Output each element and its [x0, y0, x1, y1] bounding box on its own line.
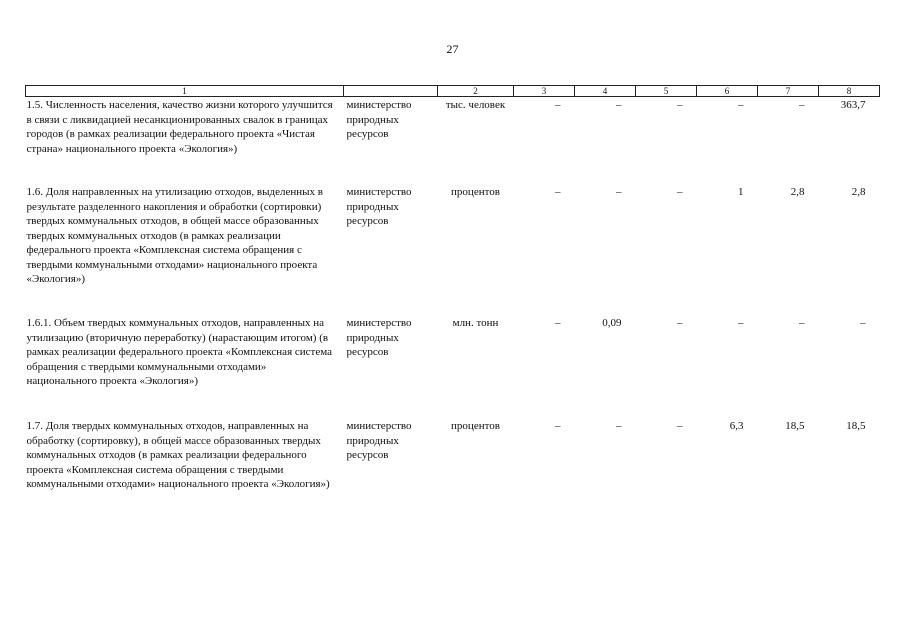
column-header: 1 — [26, 86, 344, 97]
value-cell: – — [555, 99, 561, 111]
value-cell: – — [555, 420, 561, 432]
unit-of-measure: млн. тонн — [452, 317, 499, 329]
value-cell: 2,8 — [851, 186, 866, 198]
value-cell: 6,3 — [729, 420, 744, 432]
responsible-ministry: министерство природных ресурсов — [346, 99, 412, 140]
value-cell: 363,7 — [840, 99, 866, 111]
column-header: 3 — [514, 86, 575, 97]
value-cell: 2,8 — [790, 186, 805, 198]
responsible-ministry: министерство природных ресурсов — [346, 420, 412, 461]
indicator-name: 1.6. Доля направленных на утилизацию отходов, выделенных в результате разделенного накопления и обработки (сортировки) твердых коммунальных отходов, в общей массе образованных твердых коммунальных отходов (в рамках реализации федерального проекта «Комплексная система обращения с твердыми коммунальными отходами» национального проекта «Экология») — [26, 186, 323, 285]
value-cell: – — [616, 99, 622, 111]
indicators-table — [25, 85, 880, 529]
value-cell: 18,5 — [785, 420, 805, 432]
page-number: 27 — [446, 42, 459, 56]
value-cell: – — [555, 317, 561, 329]
value-cell: 18,5 — [846, 420, 866, 432]
table-row — [26, 419, 880, 529]
value-cell: – — [677, 99, 683, 111]
column-header — [344, 86, 438, 97]
table-row — [26, 97, 880, 186]
column-header: 4 — [575, 86, 636, 97]
column-header: 5 — [636, 86, 697, 97]
table-row — [26, 185, 880, 316]
value-cell: 0,09 — [602, 317, 622, 329]
value-cell: – — [677, 317, 683, 329]
unit-of-measure: процентов — [451, 420, 500, 432]
value-cell: – — [616, 186, 622, 198]
column-header: 7 — [758, 86, 819, 97]
unit-of-measure: процентов — [451, 186, 500, 198]
value-cell: – — [555, 186, 561, 198]
responsible-ministry: министерство природных ресурсов — [346, 186, 412, 227]
column-header: 2 — [438, 86, 514, 97]
value-cell: – — [738, 99, 744, 111]
value-cell: – — [677, 186, 683, 198]
value-cell: – — [860, 317, 866, 329]
indicator-name: 1.7. Доля твердых коммунальных отходов, направленных на обработку (сортировку), в общей массе образованных твердых коммунальных отходов (в рамках реализации федерального проекта «Комплексная система обращения с твердыми коммунальными отходами» национального проекта «Экология») — [26, 420, 330, 490]
indicator-name: 1.6.1. Объем твердых коммунальных отходов, направленных на утилизацию (вторичную переработку) (нарастающим итогом) (в рамках реализации федерального проекта «Комплексная система обращения с твердыми коммунальными отходами» национального проекта «Экология») — [26, 317, 332, 387]
column-number-header — [26, 86, 880, 97]
indicator-name: 1.5. Численность населения, качество жизни которого улучшится в связи с ликвидацией несанкционированных свалок в границах городов (в рамках реализации федерального проекта «Чистая страна» национального проекта «Экология») — [26, 99, 333, 155]
value-cell: – — [738, 317, 744, 329]
value-cell: – — [799, 317, 805, 329]
value-cell: – — [677, 420, 683, 432]
unit-of-measure: тыс. человек — [445, 99, 506, 111]
value-cell: 1 — [738, 186, 744, 198]
column-header: 8 — [819, 86, 880, 97]
value-cell: – — [616, 420, 622, 432]
column-header: 6 — [697, 86, 758, 97]
value-cell: – — [799, 99, 805, 111]
responsible-ministry: министерство природных ресурсов — [346, 317, 412, 358]
table-row — [26, 316, 880, 419]
